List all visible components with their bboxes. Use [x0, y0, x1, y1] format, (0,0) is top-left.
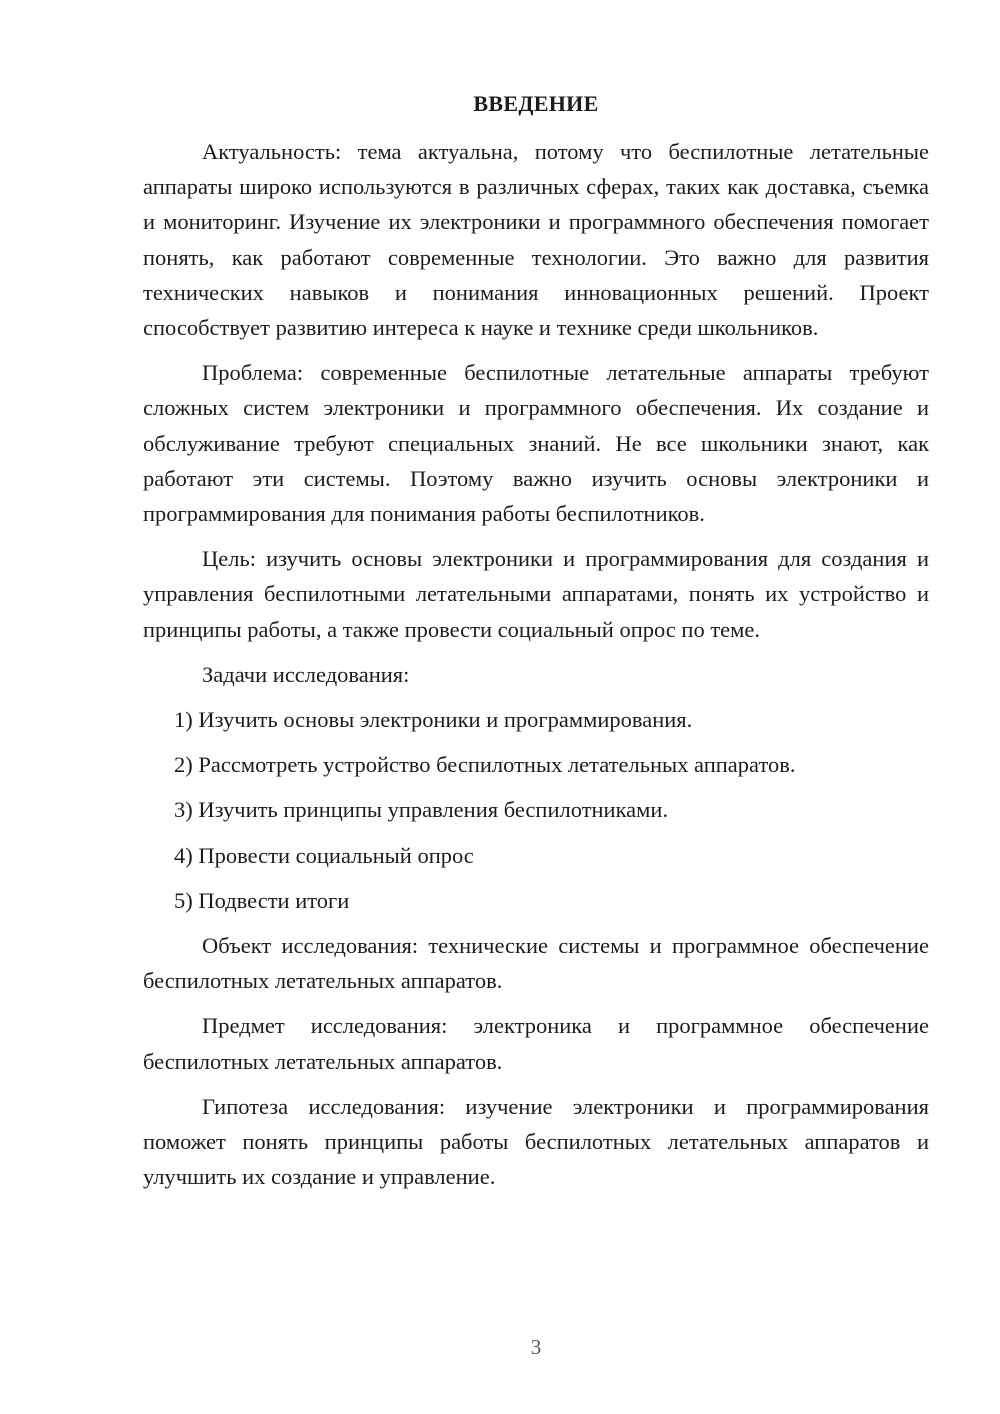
document-page — [143, 90, 929, 1204]
problem-paragraph: Проблема: современные беспилотные летательные аппараты требуют сложных систем электроники и программного обеспечения. Их создание и обслуживание требуют специальных знаний. Не все школьники знают, как работают эти системы. Поэтому важно изучить основы электроники и программирования для понимания работы беспилотников. — [143, 360, 929, 527]
task-item: 3) Изучить принципы управления беспилотниками. — [174, 797, 669, 823]
subject-paragraph: Предмет исследования: электроника и программное обеспечение беспилотных летательных аппаратов. — [143, 1013, 929, 1074]
relevance-paragraph: Актуальность: тема актуальна, потому что беспилотные летательные аппараты широко используются в различных сферах, таких как доставка, съемка и мониторинг. Изучение их электроники и программного обеспечения помогает понять, как работают современные технологии. Это важно для развития технических навыков и понимания инновационных решений. Проект способствует развитию интереса к науке и технике среди школьников. — [143, 139, 929, 341]
section-heading: ВВЕДЕНИЕ — [473, 91, 599, 116]
tasks-title: Задачи исследования: — [202, 661, 410, 687]
task-item: 1) Изучить основы электроники и программирования. — [174, 707, 693, 733]
task-item: 5) Подвести итоги — [174, 887, 350, 913]
task-item: 2) Рассмотреть устройство беспилотных летательных аппаратов. — [174, 752, 796, 778]
hypothesis-paragraph: Гипотеза исследования: изучение электроники и программирования поможет понять принципы работы беспилотных летательных аппаратов и улучшить их создание и управление. — [143, 1093, 929, 1190]
task-item: 4) Провести социальный опрос — [174, 842, 474, 868]
page-number: 3 — [530, 1335, 542, 1359]
object-paragraph: Объект исследования: технические системы и программное обеспечение беспилотных летательных аппаратов. — [143, 933, 929, 994]
goal-paragraph: Цель: изучить основы электроники и программирования для создания и управления беспилотными летательными аппаратами, понять их устройство и принципы работы, а также провести социальный опрос по теме. — [143, 546, 929, 642]
